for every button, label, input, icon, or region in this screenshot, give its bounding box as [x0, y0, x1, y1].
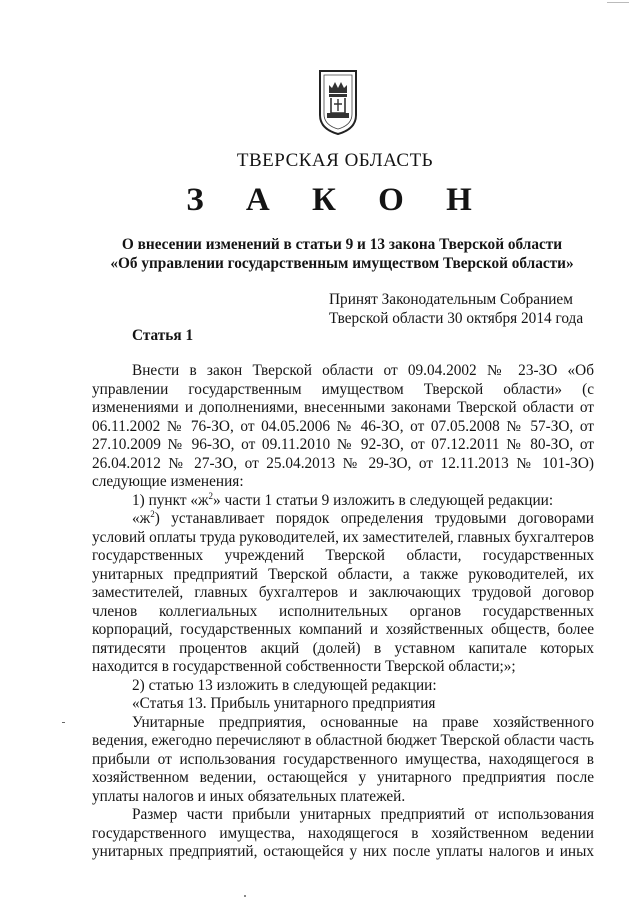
item-1-text-b: » части 1 статьи 9 изложить в следующей редакции: [213, 491, 554, 509]
amendment-item-1 [92, 492, 594, 511]
intro-paragraph: Внести в закон Тверской области от 09.04.2002 № 23-ЗО «Об управлении государственным имуществом Тверской области» (с изменениями и дополнениями, внесенными законами Тверской области от 06.11.2002 № 76-ЗО, от 04.05.2006 № 46-ЗО, от 07.05.2008 № 57-ЗО, от 27.10.2009 № 96-ЗО, от 09.11.2010 № 92-ЗО, от 07.12.2011 № 80-ЗО, от 26.04.2012 № 27-ЗО, от 25.04.2013 № 29-ЗО, от 12.11.2013 № 101-ЗО) следующие изменения: [92, 362, 594, 490]
region-name: ТВЕРСКАЯ ОБЛАСТЬ [236, 150, 434, 171]
law-title-line-2: «Об управлении государственным имуществом Тверской области» [110, 255, 574, 272]
adoption-note-line-1: Принят Законодательным Собранием [329, 291, 573, 308]
quoted-clause-text-a: «ж [132, 510, 151, 527]
profit-paragraph-2: Размер части прибыли унитарных предприятий от использования государственного имущества, находящегося в хозяйственном ведении унитарных предприятий, остающейся у них после уплаты налогов и иных [92, 806, 594, 860]
quoted-clause [92, 510, 594, 677]
item-1-superscript: 2 [208, 490, 214, 501]
coat-of-arms-icon [317, 67, 359, 137]
scan-mark [607, 2, 629, 3]
article-heading: Статья 1 [132, 327, 194, 344]
law-title [92, 235, 592, 273]
adoption-note [329, 290, 583, 328]
amendment-item-2: 2) статью 13 изложить в следующей редакции: [132, 676, 437, 694]
quoted-clause-superscript: 2 [150, 508, 155, 519]
profit-paragraph-1: Унитарные предприятия, основанные на праве хозяйственного ведения, ежегодно перечисляют в областной бюджет Тверской области часть прибыли от использования государственного имущества, находящегося в хозяйственном ведении, остающейся у унитарного предприятия после уплаты налогов и иных обязательных платежей. [92, 713, 594, 805]
document-type: З А К О Н [186, 182, 489, 218]
adoption-note-line-2: Тверской области 30 октября 2014 года [329, 310, 584, 327]
article-13-heading: «Статья 13. Прибыль унитарного предприятия [132, 695, 436, 712]
scan-mark [62, 722, 65, 723]
quoted-clause-text-b: ) устанавливает порядок определения трудовыми договорами условий оплаты труда руководителей, их заместителей, главных бухгалтеров государственных учреждений Тверской области, государственных унитарных предприятий Тверской области, а также руководителей, их заместителей, главных бухгалтеров и заключающих трудовой договор членов коллегиальных исполнительных органов государственных корпораций, государственных компаний и хозяйственных обществ, более пятидесяти процентов акций (долей) в уставном капитале которых находится в государственной собственности Тверской области;»; [92, 510, 594, 675]
item-1-text-a: 1) пункт «ж [132, 491, 209, 509]
article-body [92, 362, 594, 862]
scan-mark [244, 895, 246, 897]
law-title-line-1: О внесении изменений в статьи 9 и 13 закона Тверской области [121, 236, 563, 253]
